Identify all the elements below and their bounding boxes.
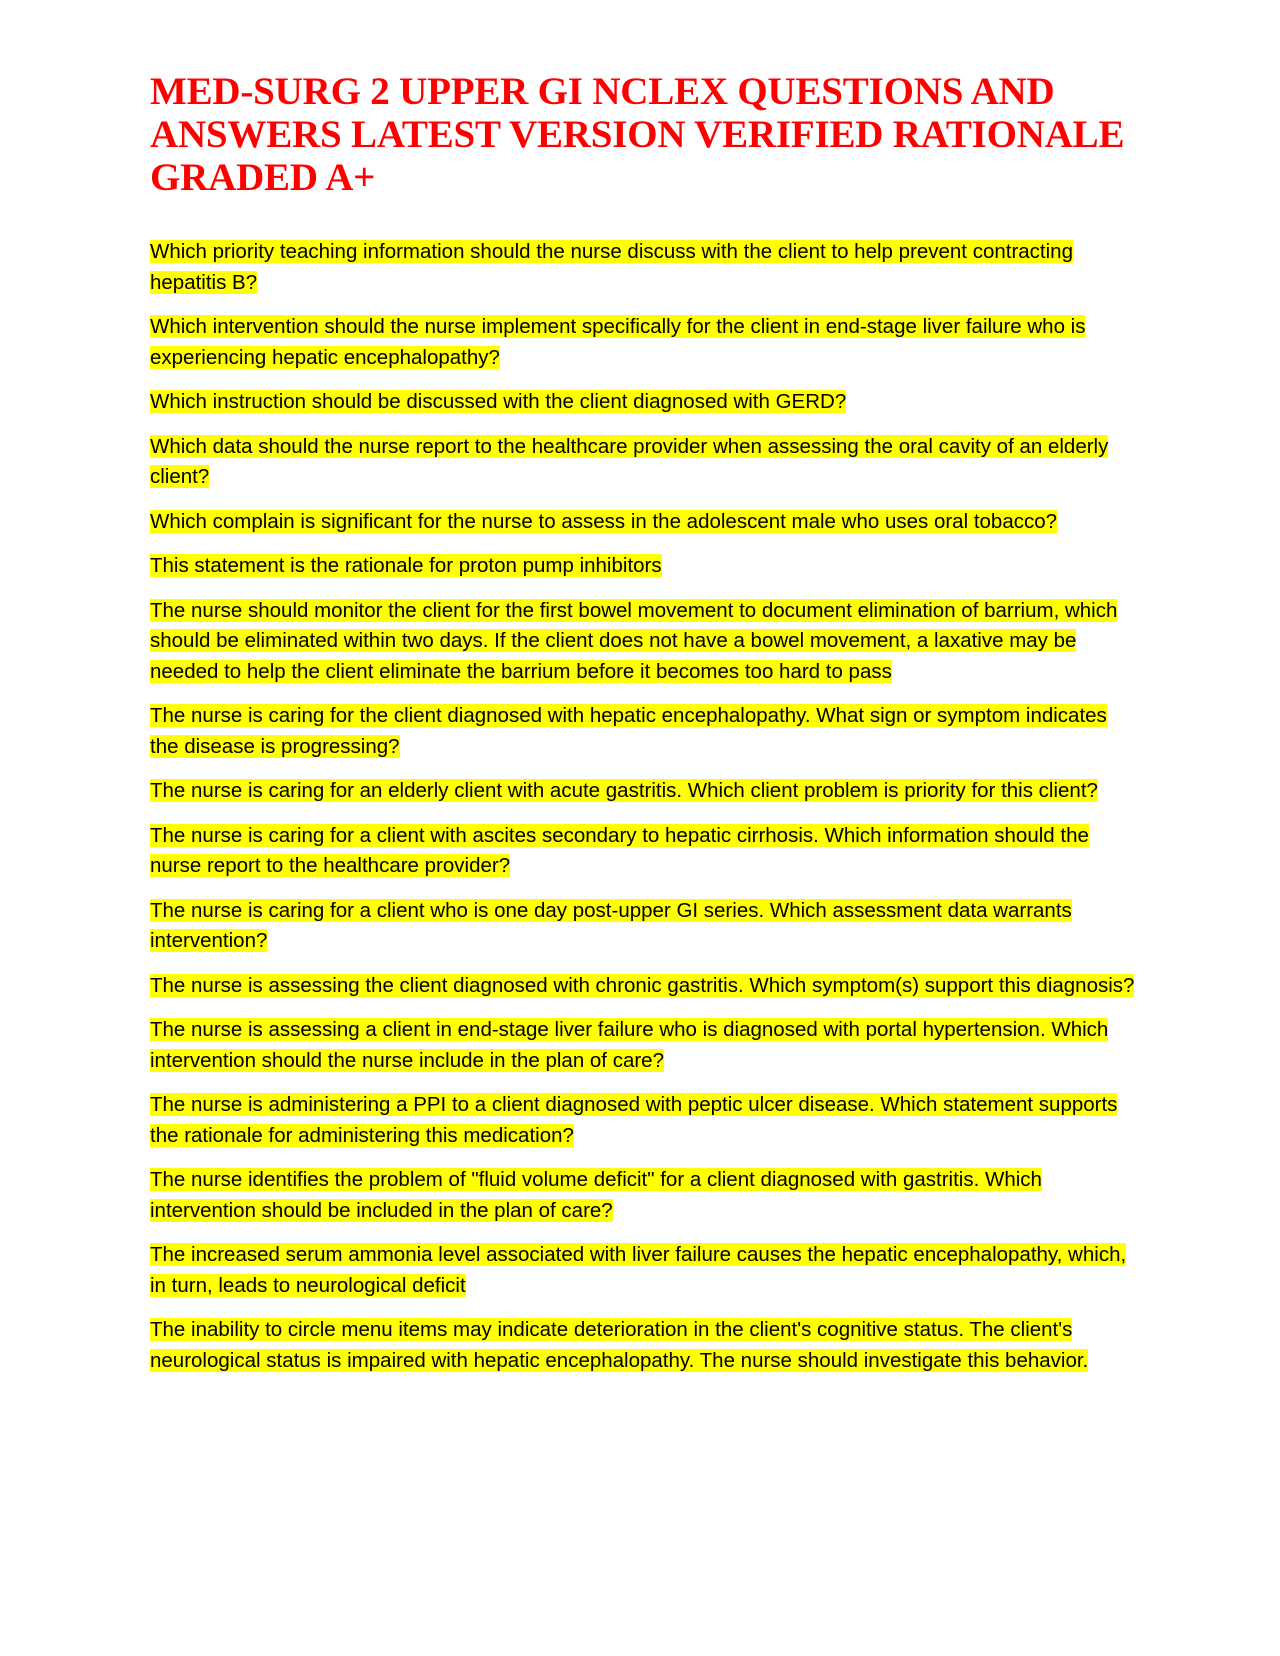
highlighted-text: The nurse is assessing the client diagnosed with chronic gastritis. Which symptom(s) support this diagnosis? <box>150 973 1135 997</box>
highlighted-text: The nurse is caring for an elderly client with acute gastritis. Which client problem is priority for this client? <box>150 779 1098 802</box>
document-title: MED-SURG 2 UPPER GI NCLEX QUESTIONS AND ANSWERS LATEST VERSION VERIFIED RATIONALE GRADED A+ <box>150 70 1125 199</box>
qa-item <box>150 1015 1140 1076</box>
qa-item <box>150 1315 1140 1376</box>
highlighted-text: Which instruction should be discussed with the client diagnosed with GERD? <box>150 390 847 413</box>
qa-item <box>150 237 1140 298</box>
highlighted-text: The nurse identifies the problem of "fluid volume deficit" for a client diagnosed with gastritis. Which intervention should be included in the plan of care? <box>150 1168 1042 1222</box>
highlighted-text: Which data should the nurse report to the healthcare provider when assessing the oral cavity of an elderly client? <box>150 434 1109 488</box>
qa-item <box>150 432 1140 493</box>
qa-item <box>150 507 1140 538</box>
highlighted-text: The nurse should monitor the client for the first bowel movement to document elimination of barrium, which should be eliminated within two days. If the client does not have a bowel movement, a laxative may be needed to help the client eliminate the barrium before it becomes too hard to pass <box>150 598 1118 683</box>
qa-item <box>150 312 1140 373</box>
highlighted-text: The nurse is assessing a client in end-stage liver failure who is diagnosed with portal hypertension. Which intervention should the nurse include in the plan of care? <box>150 1018 1109 1072</box>
highlighted-text: Which intervention should the nurse implement specifically for the client in end-stage liver failure who is experiencing hepatic encephalopathy? <box>150 315 1086 369</box>
document-content <box>150 70 1140 1390</box>
qa-item <box>150 971 1140 1002</box>
highlighted-text: This statement is the rationale for proton pump inhibitors <box>150 554 662 577</box>
highlighted-text: The increased serum ammonia level associated with liver failure causes the hepatic encephalopathy, which, in turn, leads to neurological deficit <box>150 1243 1127 1297</box>
highlighted-text: Which priority teaching information should the nurse discuss with the client to help prevent contracting hepatitis B? <box>150 240 1073 294</box>
qa-item <box>150 1165 1140 1226</box>
qa-list <box>150 237 1140 1376</box>
highlighted-text: The nurse is administering a PPI to a client diagnosed with peptic ulcer disease. Which statement supports the rationale for administering this medication? <box>150 1093 1118 1147</box>
qa-item <box>150 776 1140 807</box>
qa-item <box>150 551 1140 582</box>
qa-item <box>150 1090 1140 1151</box>
qa-item <box>150 896 1140 957</box>
qa-item <box>150 1240 1140 1301</box>
qa-item <box>150 821 1140 882</box>
highlighted-text: The inability to circle menu items may indicate deterioration in the client's cognitive status. The client's neurological status is impaired with hepatic encephalopathy. The nurse should investigate this behavior. <box>150 1318 1089 1372</box>
qa-item <box>150 596 1140 688</box>
qa-item <box>150 701 1140 762</box>
qa-item <box>150 387 1140 418</box>
highlighted-text: Which complain is significant for the nurse to assess in the adolescent male who uses oral tobacco? <box>150 509 1058 533</box>
highlighted-text: The nurse is caring for a client who is one day post-upper GI series. Which assessment data warrants intervention? <box>150 898 1072 952</box>
highlighted-text: The nurse is caring for a client with ascites secondary to hepatic cirrhosis. Which information should the nurse report to the healthcare provider? <box>150 823 1089 877</box>
highlighted-text: The nurse is caring for the client diagnosed with hepatic encephalopathy. What sign or symptom indicates the disease is progressing? <box>150 704 1107 758</box>
